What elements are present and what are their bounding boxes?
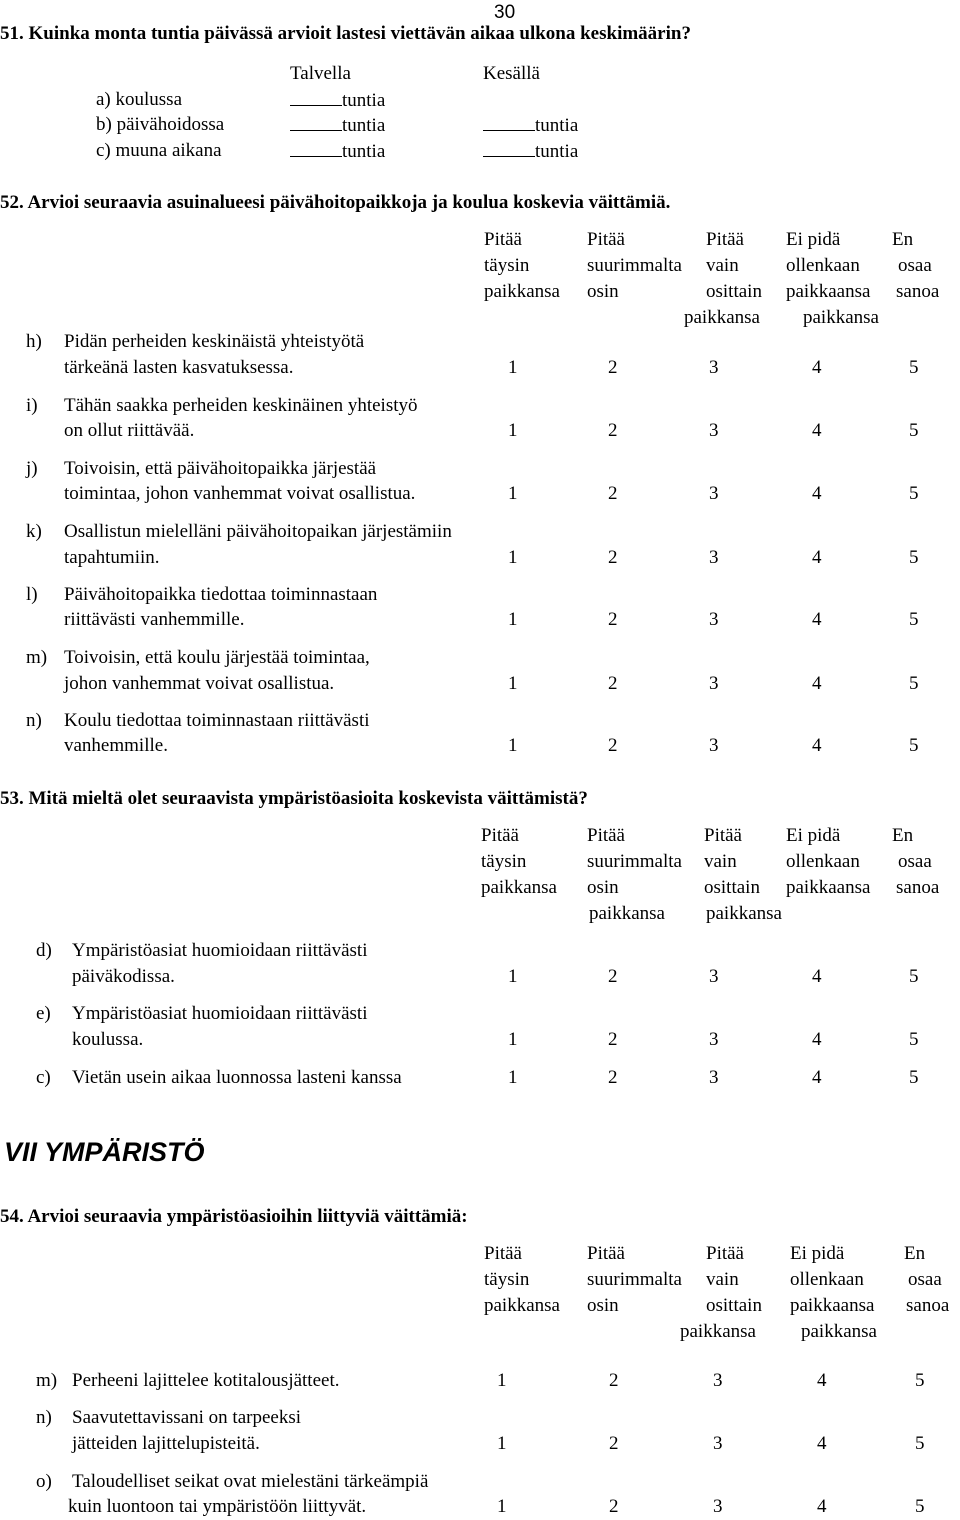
rating-option-1[interactable]: 1 — [508, 609, 518, 630]
q53-h3-l2: vain — [704, 851, 737, 872]
rating-option-1[interactable]: 1 — [497, 1370, 507, 1391]
statement-text: Osallistun mielelläni päivähoitopaikan järjestämiin — [64, 521, 452, 542]
q51-row-a-label: a) koulussa — [96, 89, 183, 110]
statement-letter: j) — [26, 458, 38, 479]
rating-option-1[interactable]: 1 — [508, 1029, 518, 1050]
rating-option-2[interactable]: 2 — [608, 1067, 618, 1088]
q53-h1-l1: Pitää — [481, 825, 519, 846]
statement-letter: e) — [36, 1003, 51, 1024]
rating-option-4[interactable]: 4 — [817, 1370, 827, 1391]
q54-title: 54. Arvioi seuraavia ympäristöasioihin liittyviä väittämiä: — [0, 1206, 468, 1227]
rating-option-5[interactable]: 5 — [909, 483, 919, 504]
q53-h2-l3: osin — [587, 877, 619, 898]
rating-option-4[interactable]: 4 — [812, 1067, 822, 1088]
q52-h3-l3: osittain — [706, 281, 762, 302]
q53-h1-l2: täysin — [481, 851, 527, 872]
rating-option-3[interactable]: 3 — [709, 1029, 719, 1050]
rating-option-2[interactable]: 2 — [608, 357, 618, 378]
q51-row-b-winter[interactable]: tuntia — [290, 112, 385, 139]
rating-option-4[interactable]: 4 — [812, 966, 822, 987]
statement-text: Pidän perheiden keskinäistä yhteistyötä — [64, 331, 365, 352]
rating-option-1[interactable]: 1 — [497, 1496, 507, 1517]
statement-text: päiväkodissa. — [72, 966, 175, 987]
rating-option-2[interactable]: 2 — [608, 673, 618, 694]
rating-option-5[interactable]: 5 — [909, 357, 919, 378]
rating-option-1[interactable]: 1 — [508, 420, 518, 441]
rating-option-5[interactable]: 5 — [909, 735, 919, 756]
q54-h1-l1: Pitää — [484, 1243, 522, 1264]
rating-option-3[interactable]: 3 — [709, 483, 719, 504]
rating-option-2[interactable]: 2 — [609, 1370, 619, 1391]
q52-h4-l1: Ei pidä — [786, 229, 841, 250]
q51-row-c-label: c) muuna aikana — [96, 140, 222, 161]
rating-option-2[interactable]: 2 — [608, 483, 618, 504]
statement-text: Vietän usein aikaa luonnossa lasteni kanssa — [72, 1067, 402, 1088]
rating-option-4[interactable]: 4 — [812, 1029, 822, 1050]
q54-h4-l3: paikkaansa — [790, 1295, 875, 1316]
rating-option-4[interactable]: 4 — [817, 1496, 827, 1517]
statement-text: Ympäristöasiat huomioidaan riittävästi — [72, 940, 368, 961]
rating-option-3[interactable]: 3 — [709, 1067, 719, 1088]
statement-text: tärkeänä lasten kasvatuksessa. — [64, 357, 294, 378]
q54-h5-l2: osaa — [908, 1269, 942, 1290]
rating-option-1[interactable]: 1 — [508, 735, 518, 756]
rating-option-3[interactable]: 3 — [713, 1370, 723, 1391]
statement-text: riittävästi vanhemmille. — [64, 609, 245, 630]
q51-row-c-winter[interactable]: tuntia — [290, 138, 385, 165]
q54-h1-l3: paikkansa — [484, 1295, 560, 1316]
rating-option-3[interactable]: 3 — [709, 966, 719, 987]
q53-h2-l2: suurimmalta — [587, 851, 682, 872]
statement-letter: i) — [26, 395, 38, 416]
q54-h2-l2: suurimmalta — [587, 1269, 682, 1290]
q54-h1-l2: täysin — [484, 1269, 530, 1290]
q52-h4-l4: paikkansa — [803, 307, 879, 328]
rating-option-3[interactable]: 3 — [709, 735, 719, 756]
rating-option-3[interactable]: 3 — [713, 1433, 723, 1454]
q53-h4-l3: paikkaansa — [786, 877, 871, 898]
q53-h3-l3: osittain — [704, 877, 760, 898]
statement-text: Ympäristöasiat huomioidaan riittävästi — [72, 1003, 368, 1024]
q54-h2-l1: Pitää — [587, 1243, 625, 1264]
rating-option-3[interactable]: 3 — [709, 357, 719, 378]
q52-h5-l2: osaa — [898, 255, 932, 276]
q53-h3-l4: paikkansa — [706, 903, 782, 924]
statement-text: Päivähoitopaikka tiedottaa toiminnastaan — [64, 584, 378, 605]
q52-h2-l1: Pitää — [587, 229, 625, 250]
rating-option-1[interactable]: 1 — [508, 1067, 518, 1088]
rating-option-4[interactable]: 4 — [812, 357, 822, 378]
q51-col-winter: Talvella — [290, 63, 351, 84]
answer-blank[interactable] — [483, 138, 535, 157]
statement-letter: h) — [26, 331, 42, 352]
statement-letter: l) — [26, 584, 38, 605]
q54-h3-l2: vain — [706, 1269, 739, 1290]
rating-option-4[interactable]: 4 — [812, 420, 822, 441]
statement-text: toimintaa, johon vanhemmat voivat osallistua. — [64, 483, 416, 504]
q53-h4-l1: Ei pidä — [786, 825, 841, 846]
rating-option-5[interactable]: 5 — [909, 609, 919, 630]
q52-h5-l3: sanoa — [896, 281, 940, 302]
q52-h3-l1: Pitää — [706, 229, 744, 250]
statement-letter: d) — [36, 940, 52, 961]
q51-title: 51. Kuinka monta tuntia päivässä arvioit lastesi viettävän aikaa ulkona keskimäärin? — [0, 23, 691, 44]
statement-text: Taloudelliset seikat ovat mielestäni tärkeämpiä — [72, 1471, 429, 1492]
q51-row-c-summer[interactable]: tuntia — [483, 138, 578, 165]
statement-text: tapahtumiin. — [64, 547, 160, 568]
q53-h1-l3: paikkansa — [481, 877, 557, 898]
rating-option-5[interactable]: 5 — [909, 966, 919, 987]
statement-text: Toivoisin, että päivähoitopaikka järjestää — [64, 458, 377, 479]
q53-h3-l1: Pitää — [704, 825, 742, 846]
q52-h3-l2: vain — [706, 255, 739, 276]
statement-letter: n) — [36, 1407, 52, 1428]
rating-option-4[interactable]: 4 — [812, 483, 822, 504]
statement-text: johon vanhemmat voivat osallistua. — [64, 673, 335, 694]
q52-h5-l1: En — [892, 229, 914, 250]
answer-blank[interactable] — [483, 112, 535, 131]
q54-h5-l3: sanoa — [906, 1295, 950, 1316]
rating-option-1[interactable]: 1 — [508, 483, 518, 504]
rating-option-4[interactable]: 4 — [812, 673, 822, 694]
rating-option-5[interactable]: 5 — [909, 673, 919, 694]
q52-h1-l3: paikkansa — [484, 281, 560, 302]
q53-title: 53. Mitä mieltä olet seuraavista ympäristöasioita koskevista väittämistä? — [0, 788, 588, 809]
rating-option-2[interactable]: 2 — [608, 547, 618, 568]
statement-letter: o) — [36, 1471, 52, 1492]
rating-option-1[interactable]: 1 — [497, 1433, 507, 1454]
q52-h2-l2: suurimmalta — [587, 255, 682, 276]
rating-option-5[interactable]: 5 — [909, 547, 919, 568]
q52-h2-l3: osin — [587, 281, 619, 302]
rating-option-2[interactable]: 2 — [609, 1433, 619, 1454]
statement-text: Perheeni lajittelee kotitalousjätteet. — [72, 1370, 340, 1391]
statement-text: jätteiden lajittelupisteitä. — [72, 1433, 260, 1454]
rating-option-4[interactable]: 4 — [812, 547, 822, 568]
rating-option-2[interactable]: 2 — [608, 420, 618, 441]
q52-h1-l2: täysin — [484, 255, 530, 276]
rating-option-3[interactable]: 3 — [709, 673, 719, 694]
statement-letter: c) — [36, 1067, 51, 1088]
rating-option-4[interactable]: 4 — [812, 735, 822, 756]
rating-option-2[interactable]: 2 — [608, 966, 618, 987]
rating-option-1[interactable]: 1 — [508, 966, 518, 987]
rating-option-5[interactable]: 5 — [915, 1496, 925, 1517]
rating-option-5[interactable]: 5 — [909, 1029, 919, 1050]
q53-h5-l3: sanoa — [896, 877, 940, 898]
q52-h4-l2: ollenkaan — [786, 255, 860, 276]
rating-option-2[interactable]: 2 — [609, 1496, 619, 1517]
rating-option-4[interactable]: 4 — [812, 609, 822, 630]
q52-h1-l1: Pitää — [484, 229, 522, 250]
section-heading: VII YMPÄRISTÖ — [4, 1137, 205, 1167]
q54-h5-l1: En — [904, 1243, 926, 1264]
q54-h4-l2: ollenkaan — [790, 1269, 864, 1290]
statement-letter: m) — [26, 647, 48, 668]
statement-text: Koulu tiedottaa toiminnastaan riittävästi — [64, 710, 370, 731]
q51-row-b-label: b) päivähoidossa — [96, 114, 225, 135]
q53-h5-l1: En — [892, 825, 914, 846]
q52-h3-l4: paikkansa — [684, 307, 760, 328]
rating-option-5[interactable]: 5 — [915, 1370, 925, 1391]
answer-blank[interactable] — [290, 138, 342, 157]
q54-h4-l1: Ei pidä — [790, 1243, 845, 1264]
rating-option-2[interactable]: 2 — [608, 1029, 618, 1050]
statement-text: Toivoisin, että koulu järjestää toimintaa, — [64, 647, 370, 668]
q54-h4-l4: paikkansa — [801, 1321, 877, 1342]
rating-option-3[interactable]: 3 — [709, 547, 719, 568]
q53-h2-l4: paikkansa — [589, 903, 665, 924]
rating-option-1[interactable]: 1 — [508, 673, 518, 694]
rating-option-3[interactable]: 3 — [713, 1496, 723, 1517]
statement-text: koulussa. — [72, 1029, 144, 1050]
q51-col-summer: Kesällä — [483, 63, 540, 84]
q52-h4-l3: paikkaansa — [786, 281, 871, 302]
answer-blank[interactable] — [290, 87, 342, 106]
q53-h2-l1: Pitää — [587, 825, 625, 846]
q53-h5-l2: osaa — [898, 851, 932, 872]
statement-text: vanhemmille. — [64, 735, 168, 756]
q53-h4-l2: ollenkaan — [786, 851, 860, 872]
q54-h3-l1: Pitää — [706, 1243, 744, 1264]
q52-title: 52. Arvioi seuraavia asuinalueesi päivähoitopaikkoja ja koulua koskevia väittämiä. — [0, 192, 671, 213]
statement-text: Saavutettavissani on tarpeeksi — [72, 1407, 301, 1428]
statement-letter: n) — [26, 710, 42, 731]
q54-h3-l4: paikkansa — [680, 1321, 756, 1342]
statement-letter: k) — [26, 521, 42, 542]
page-number: 30 — [494, 2, 516, 23]
rating-option-3[interactable]: 3 — [709, 609, 719, 630]
rating-option-5[interactable]: 5 — [909, 420, 919, 441]
rating-option-3[interactable]: 3 — [709, 420, 719, 441]
rating-option-5[interactable]: 5 — [909, 1067, 919, 1088]
statement-text: kuin luontoon tai ympäristöön liittyvät. — [68, 1496, 367, 1517]
q54-h3-l3: osittain — [706, 1295, 762, 1316]
q51-row-a-winter[interactable]: tuntia — [290, 87, 385, 114]
rating-option-5[interactable]: 5 — [915, 1433, 925, 1454]
statement-text: on ollut riittävää. — [64, 420, 195, 441]
statement-text: Tähän saakka perheiden keskinäinen yhteistyö — [64, 395, 418, 416]
statement-letter: m) — [36, 1370, 58, 1391]
q54-h2-l3: osin — [587, 1295, 619, 1316]
rating-option-1[interactable]: 1 — [508, 547, 518, 568]
rating-option-1[interactable]: 1 — [508, 357, 518, 378]
rating-option-2[interactable]: 2 — [608, 735, 618, 756]
answer-blank[interactable] — [290, 112, 342, 131]
q51-row-b-summer[interactable]: tuntia — [483, 112, 578, 139]
rating-option-2[interactable]: 2 — [608, 609, 618, 630]
rating-option-4[interactable]: 4 — [817, 1433, 827, 1454]
